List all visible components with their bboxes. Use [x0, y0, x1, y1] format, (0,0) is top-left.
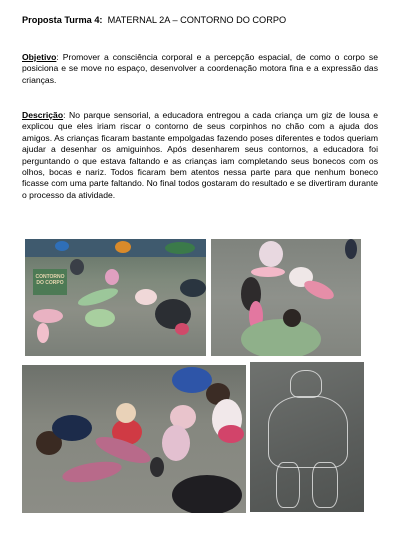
title-label: Proposta Turma 4:: [22, 15, 103, 25]
objetivo-paragraph: [22, 52, 378, 86]
descricao-text: : No parque sensorial, a educadora entregou a cada criança um giz de lousa e explicou que eles iriam riscar o contorno de seus corpinhos no chão com a ajuda dos amigos. As crianças ficaram bastante empolgadas fazendo poses diferentes e todos queriam ajudar a desenhar os amiguinhos. Após desenharem seus contornos, a educadora foi perguntando o que estava faltando e as crianças iam completando seus bonecos com os olhos, bocas e nariz. Todos ficaram bem atentos nessa parte para que nenhum boneco ficasse com uma parte faltando. No final todos gostaram do resultado e se divertiram durante o processo da atividade.: [22, 110, 378, 200]
photo-girls-on-ground: [211, 239, 361, 356]
objetivo-text: : Promover a consciência corporal e a percepção espacial, de como o corpo se posiciona e se move no espaço, desenvolver a coordenação motora fina e a expressão das crianças.: [22, 52, 378, 85]
photo-children-playground: [25, 239, 206, 356]
title-text: MATERNAL 2A – CONTORNO DO CORPO: [107, 15, 287, 25]
photo-chalk-outline: [250, 362, 364, 512]
objetivo-label: Objetivo: [22, 52, 57, 62]
photo-sign: CONTORNO DO CORPO: [33, 269, 67, 295]
photo-group-children: [22, 365, 246, 513]
page-title: [22, 14, 286, 26]
descricao-label: Descrição: [22, 110, 64, 120]
descricao-paragraph: [22, 110, 378, 201]
